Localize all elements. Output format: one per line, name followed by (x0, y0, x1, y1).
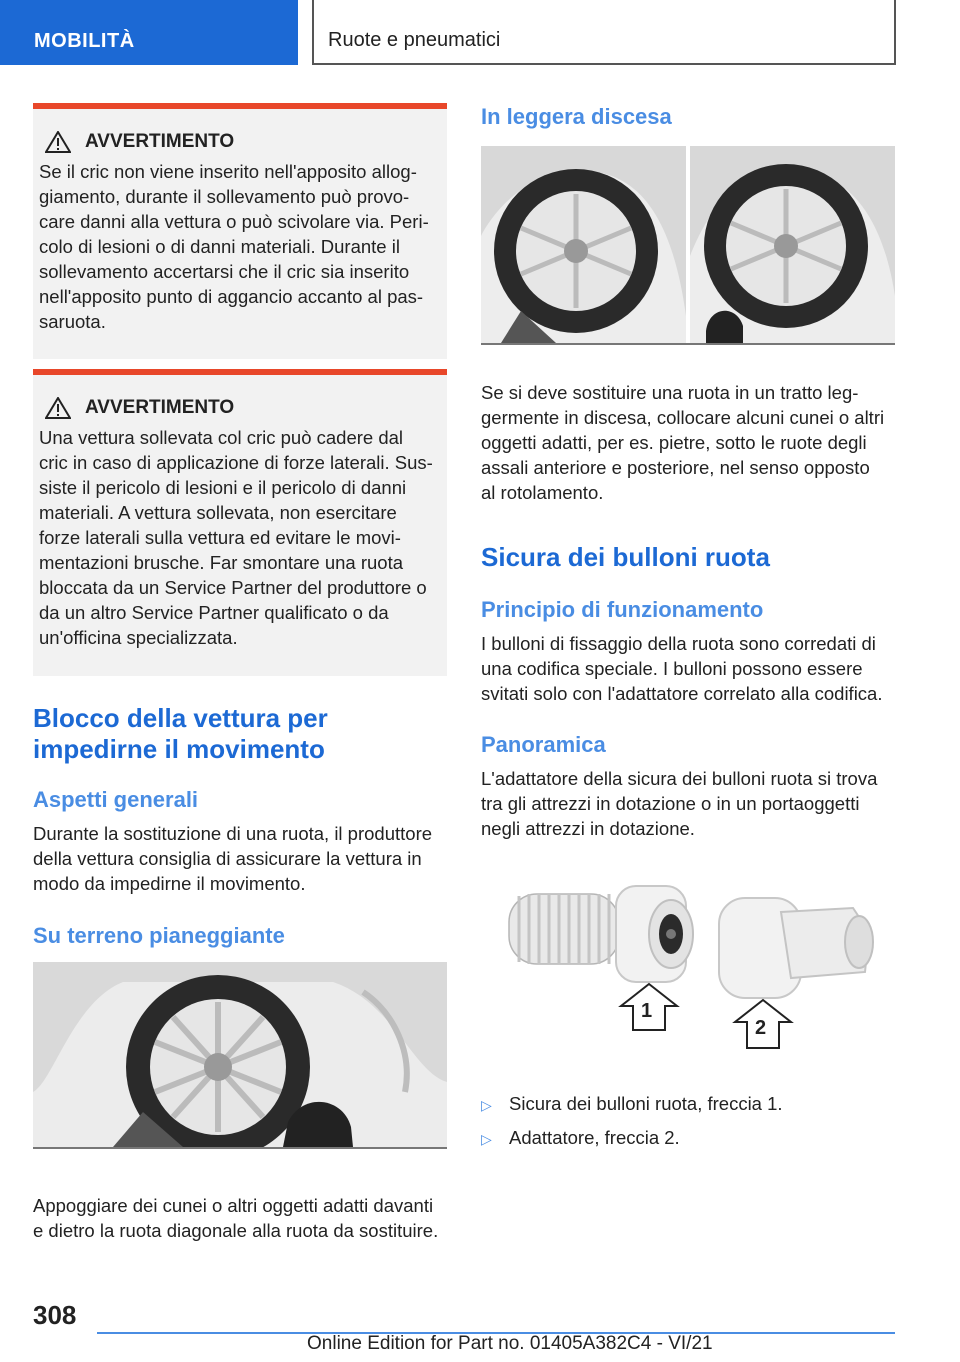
warning-line: materiali. A vettura sollevata, non esercitare (39, 502, 397, 523)
text-line: oggetti adatti, per es. pietre, sotto le ruote degli (481, 432, 867, 453)
text-line: della vettura consiglia di assicurare la vettura in (33, 848, 422, 869)
section-label: MOBILITÀ (34, 30, 135, 52)
text-line: tra gli attrezzi in dotazione o in un portaoggetti (481, 793, 860, 814)
parts-list (481, 1091, 895, 1159)
warning-body (39, 159, 439, 334)
text-line: negli attrezzi in dotazione. (481, 818, 695, 839)
warning-line: mentazioni brusche. Far smontare una ruota (39, 552, 404, 573)
arrow-label-2: 2 (755, 1017, 767, 1039)
list-item-text: Sicura dei bulloni ruota, freccia 1. (509, 1093, 783, 1114)
chapter-title (312, 0, 896, 65)
slope-chock-illustration (481, 146, 895, 343)
list-item (481, 1125, 895, 1152)
footer-edition: Online Edition for Part no. 01405A382C4 - VI/21 (307, 1333, 713, 1354)
text-line: Appoggiare dei cunei o altri oggetti adatti davanti (33, 1195, 434, 1216)
warning-line: Una vettura sollevata col cric può cadere dal (39, 427, 404, 448)
figure-rule (481, 343, 895, 345)
list-item (481, 1091, 895, 1118)
paragraph-flat-ground (33, 1193, 453, 1243)
warning-title-text: AVVERTIMENTO (85, 131, 235, 152)
text-line: e dietro la ruota diagonale alla ruota da sostituire. (33, 1220, 439, 1241)
page-number: 308 (33, 1300, 77, 1330)
heading-line: Blocco della vettura per (33, 703, 328, 733)
wheel-lock-bolt-illustration (481, 872, 895, 1067)
triangle-bullet-icon: ▷ (481, 1097, 492, 1113)
warning-line: colo di lesioni o di danni materiali. Durante il (39, 236, 400, 257)
warning-box-jack (33, 103, 447, 359)
warning-line: saruota. (39, 311, 106, 332)
heading-overview: Panoramica (481, 732, 606, 757)
text-line: una codifica speciale. I bulloni possono essere (481, 658, 863, 679)
warning-line: nell'apposito punto di aggancio accanto al pas- (39, 286, 424, 307)
warning-triangle-icon (45, 397, 71, 419)
warning-title-text: AVVERTIMENTO (85, 397, 235, 418)
warning-body (39, 425, 439, 650)
section-tab (0, 0, 298, 65)
heading-slight-slope: In leggera discesa (481, 104, 672, 129)
text-line: germente in discesa, collocare alcuni cunei o altri (481, 407, 885, 428)
text-line: svitati solo con l'adattatore correlato alla codifica. (481, 683, 883, 704)
figure-wheel-lock-parts (481, 872, 895, 1067)
figure-rule (33, 1147, 447, 1149)
warning-triangle-icon (45, 131, 71, 153)
warning-line: da un altro Service Partner qualificato o da (39, 602, 389, 623)
chapter-label: Ruote e pneumatici (328, 29, 501, 51)
heading-line: impedirne il movimento (33, 734, 325, 764)
heading-flat-ground: Su terreno pianeggiante (33, 923, 285, 948)
text-line: al rotolamento. (481, 482, 604, 503)
paragraph-general (33, 821, 453, 896)
warning-line: Se il cric non viene inserito nell'apposito allog- (39, 161, 417, 182)
text-line: L'adattatore della sicura dei bulloni ruota si trova (481, 768, 878, 789)
warning-line: care danni alla vettura o può scivolare via. Peri- (39, 211, 429, 232)
text-line: Durante la sostituzione di una ruota, il produttore (33, 823, 433, 844)
text-line: Se si deve sostituire una ruota in un tratto leg- (481, 382, 859, 403)
wheel-chock-illustration (33, 962, 447, 1147)
text-line: assali anteriore e posteriore, nel senso opposto (481, 457, 870, 478)
warning-line: siste il pericolo di lesioni e il pericolo di danni (39, 477, 407, 498)
warning-line: sollevamento accertarsi che il cric sia inserito (39, 261, 410, 282)
arrow-label-1: 1 (641, 1000, 653, 1022)
paragraph-overview (481, 766, 901, 841)
triangle-bullet-icon: ▷ (481, 1131, 492, 1147)
warning-line: cric in caso di applicazione di forze laterali. Sus- (39, 452, 433, 473)
warning-line: forze laterali sulla vettura ed evitare le movi- (39, 527, 401, 548)
warning-title (45, 397, 439, 419)
heading-wheel-lock: Sicura dei bulloni ruota (481, 542, 770, 572)
text-line: modo da impedirne il movimento. (33, 873, 306, 894)
text-line: I bulloni di fissaggio della ruota sono corredati di (481, 633, 876, 654)
heading-general-aspects: Aspetti generali (33, 787, 199, 812)
warning-line: bloccata da un Service Partner del produttore o (39, 577, 427, 598)
paragraph-slope (481, 380, 901, 505)
heading-principle: Principio di funzionamento (481, 597, 764, 622)
heading-vehicle-blocking (33, 703, 328, 765)
list-item-text: Adattatore, freccia 2. (509, 1127, 680, 1148)
warning-box-lifted-vehicle (33, 369, 447, 676)
figure-flat-ground-chock (33, 962, 447, 1147)
warning-title (45, 131, 439, 153)
warning-line: un'officina specializzata. (39, 627, 238, 648)
warning-line: giamento, durante il sollevamento può provo- (39, 186, 410, 207)
paragraph-principle (481, 631, 901, 706)
figure-slope-chocks (481, 146, 895, 343)
